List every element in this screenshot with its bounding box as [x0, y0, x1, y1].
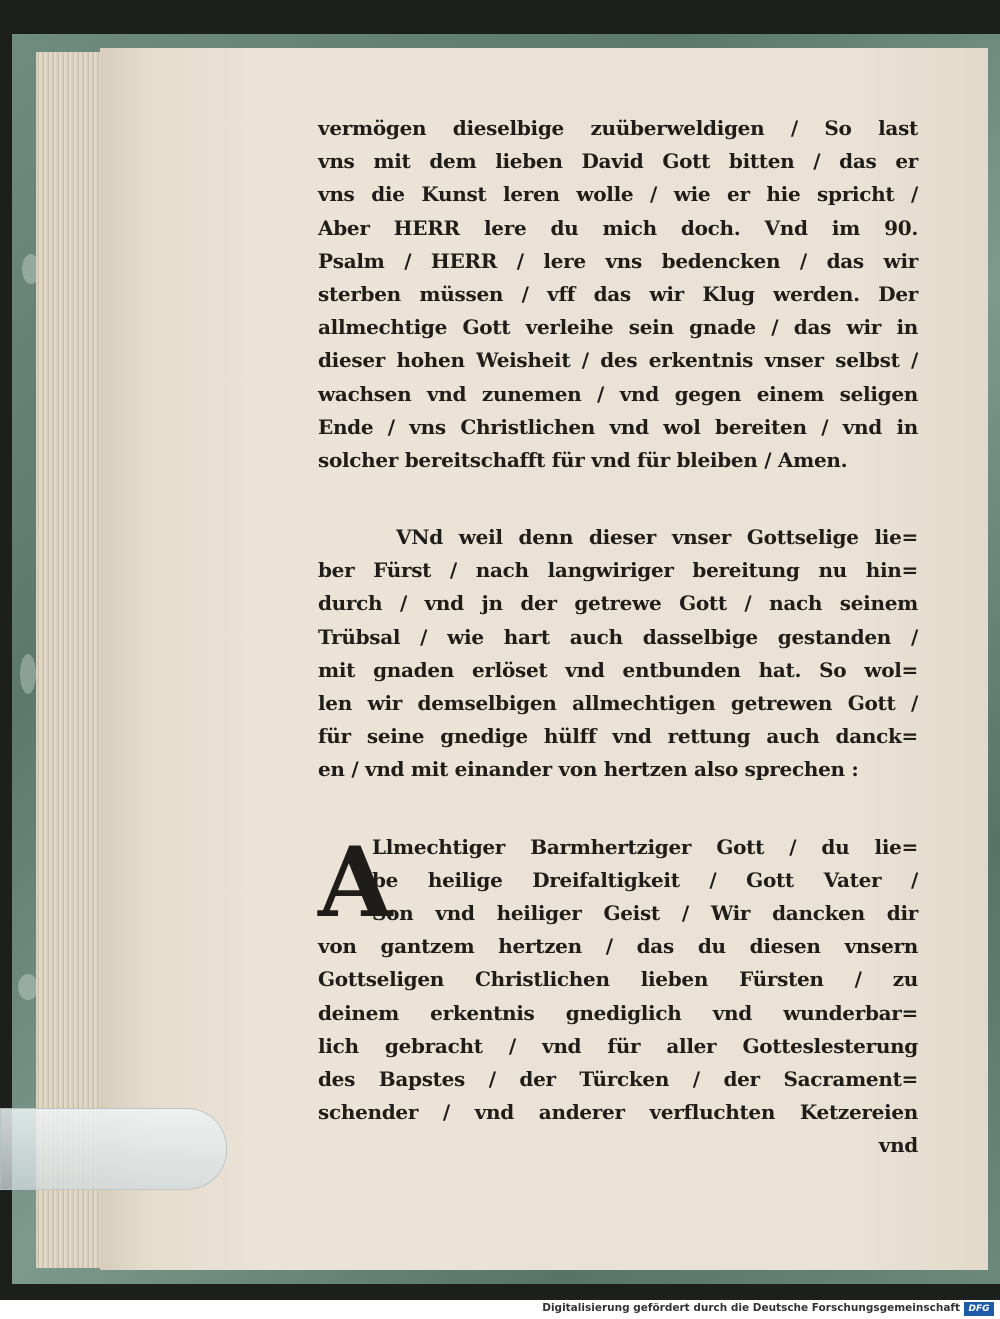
text-line: vns mit dem lieben David Gott bitten / das er: [318, 149, 918, 174]
text-line: des Bapstes / der Türcken / der Sacrament=: [318, 1066, 918, 1091]
text-line: Psalm / HERR / lere vns bedencken / das wir: [318, 248, 918, 273]
text-line: sterben müssen / vff das wir Klug werden. Der: [318, 281, 918, 306]
text-line: solcher bereitschafft für vnd für bleiben / Amen.: [318, 447, 848, 472]
text-line: vns die Kunst leren wolle / wie er hie spricht /: [318, 182, 918, 207]
dfg-logo-icon: DFG: [964, 1302, 994, 1316]
text-line: Llmechtiger Barmhertziger Gott / du lie=: [372, 834, 918, 859]
text-line: lich gebracht / vnd für aller Gotteslesterung: [318, 1033, 918, 1058]
cover-stain: [18, 974, 38, 1000]
cover-stain: [20, 654, 36, 694]
catchword: vnd: [878, 1133, 918, 1158]
text-line: len wir demselbigen allmechtigen getrewen Gott /: [318, 691, 918, 715]
plastic-bookmark: [0, 1108, 227, 1190]
text-line: für seine gnedige hülff vnd rettung auch danck=: [318, 724, 918, 749]
text-line: Trübsal / wie hart auch dasselbige gestanden /: [318, 624, 918, 649]
page-edges: [36, 52, 106, 1268]
funding-credit: Digitalisierung gefördert durch die Deutsche Forschungsgemeinschaft: [542, 1302, 960, 1314]
paragraph-3: [318, 825, 918, 1163]
text-line: Ende / vns Christlichen vnd wol bereiten / vnd in: [318, 414, 918, 439]
page-text: [318, 112, 918, 1162]
text-line: VNd weil denn dieser vnser Gottselige lie=: [396, 525, 918, 550]
text-line: schender / vnd anderer verfluchten Ketzereien: [318, 1100, 918, 1125]
text-line: be heilige Dreifaltigkeit / Gott Vater /: [372, 867, 918, 892]
text-line: vermögen dieselbige zuüberweldigen / So last: [318, 116, 918, 140]
text-line: ber Fürst / nach langwiriger bereitung nu hin=: [318, 558, 918, 583]
text-line: allmechtige Gott verleihe sein gnade / das wir in: [318, 315, 918, 340]
text-line: von gantzem hertzen / das du diesen vnsern: [318, 934, 918, 959]
text-line: en / vnd mit einander von hertzen also sprechen :: [318, 757, 859, 782]
paragraph-2: [318, 521, 918, 787]
text-line: Gottseligen Christlichen lieben Fürsten / zu: [318, 967, 918, 992]
text-line: mit gnaden erlöset vnd entbunden hat. So wol=: [318, 657, 918, 682]
text-line: durch / vnd jn der getrewe Gott / nach seinem: [318, 591, 918, 616]
text-line: Son vnd heiliger Geist / Wir dancken dir: [372, 900, 918, 925]
text-line: Aber HERR lere du mich doch. Vnd im 90.: [318, 215, 918, 240]
paragraph-1: [318, 112, 918, 477]
decorated-initial: A: [318, 825, 393, 939]
text-line: deinem erkentnis gnediglich vnd wunderbar=: [318, 1000, 918, 1025]
text-line: wachsen vnd zunemen / vnd gegen einem seligen: [318, 381, 918, 406]
footer-bar: [0, 1300, 1000, 1319]
text-line: dieser hohen Weisheit / des erkentnis vnser selbst /: [318, 348, 918, 373]
